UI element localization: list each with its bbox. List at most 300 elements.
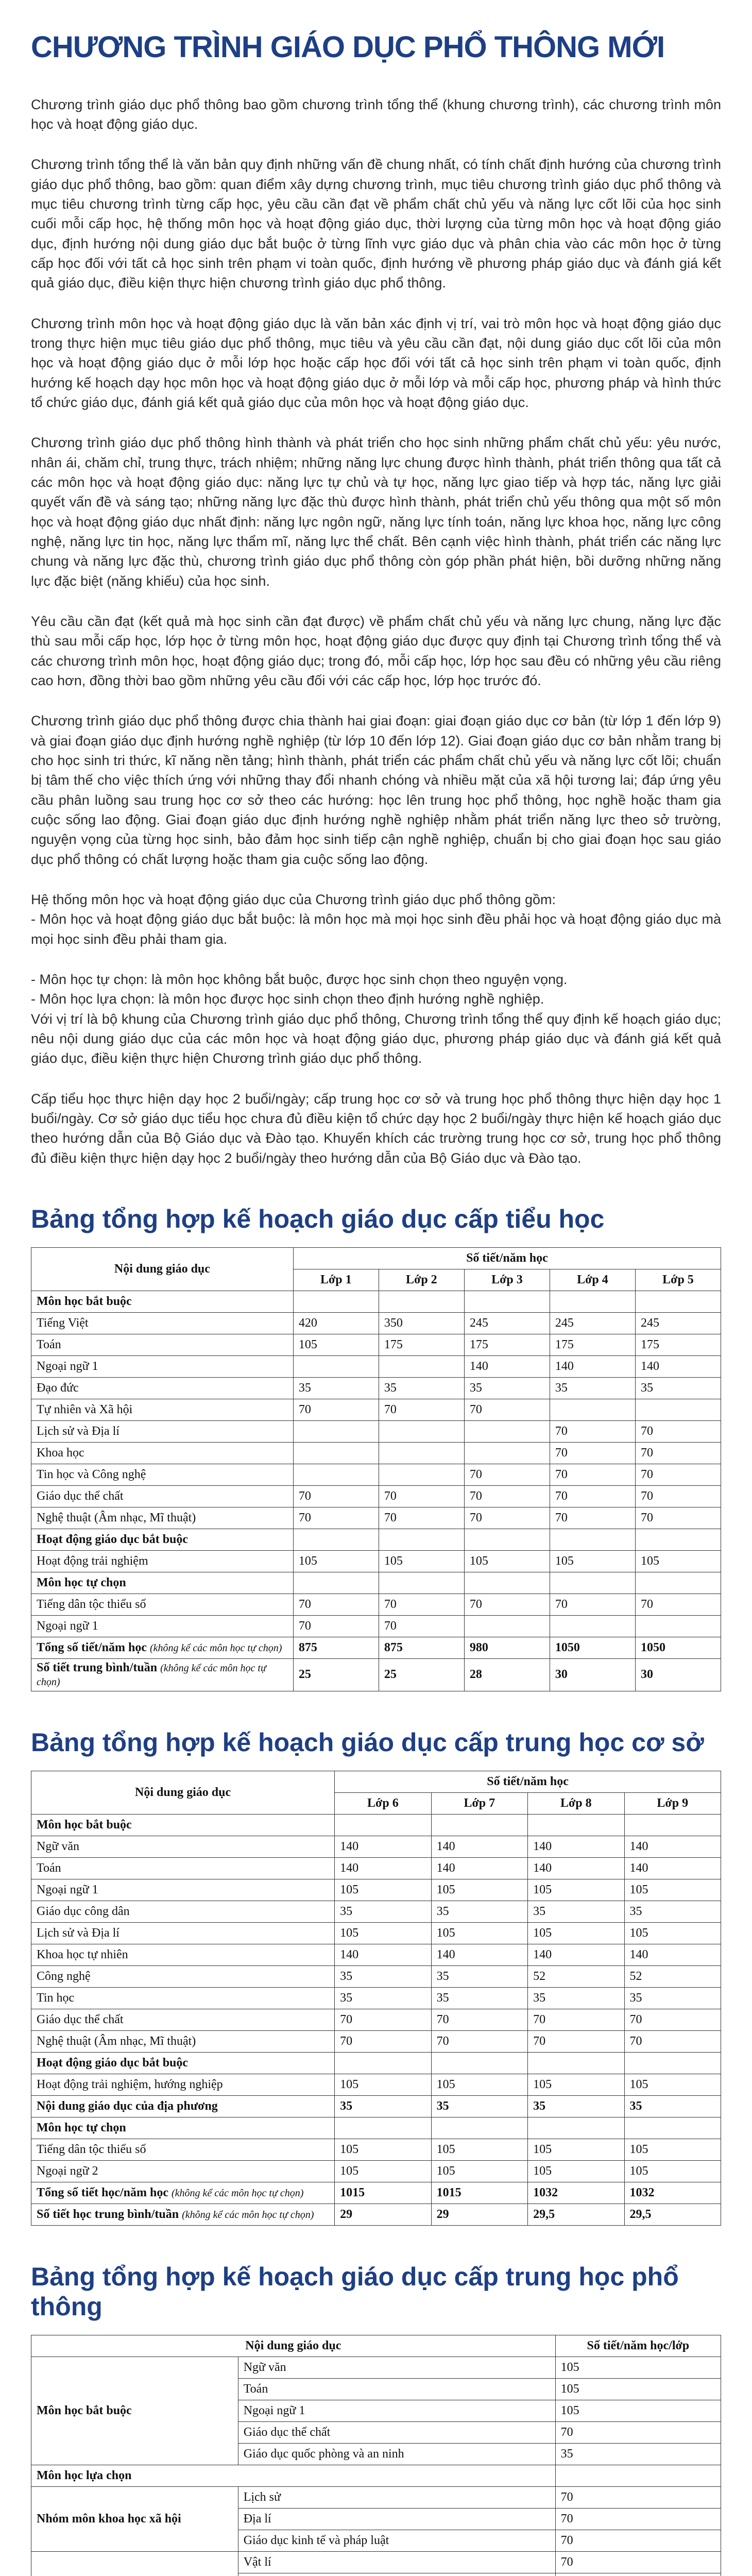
table-cell: 70 <box>635 1442 721 1464</box>
table-cell: 70 <box>431 2009 527 2030</box>
row-label <box>31 1572 294 1594</box>
table-cell <box>464 1291 550 1312</box>
table-cell <box>293 1529 379 1550</box>
group-label: Môn học lựa chọn <box>31 2465 556 2486</box>
table-cell: 1050 <box>635 1637 721 1658</box>
table-cell: 105 <box>555 2378 721 2400</box>
table-row <box>31 2465 721 2486</box>
table-row <box>31 2009 721 2030</box>
table-cell <box>431 1814 527 1836</box>
grade-header: Lớp 8 <box>528 1792 624 1814</box>
table-cell <box>624 1814 721 1836</box>
table-cell <box>528 2117 624 2139</box>
table-cell: 70 <box>635 1464 721 1485</box>
table-row <box>31 1291 721 1312</box>
table-cell: 70 <box>431 2030 527 2052</box>
table-cell: 140 <box>624 1944 721 1965</box>
table-row <box>31 2204 721 2225</box>
table-cell: 70 <box>555 2421 721 2443</box>
row-label <box>31 2160 335 2182</box>
table-cell: 140 <box>528 1857 624 1879</box>
grade-header: Lớp 9 <box>624 1792 721 1814</box>
table-cell: 70 <box>550 1507 635 1529</box>
table-cell: 70 <box>379 1399 464 1420</box>
primary-table-title: Bảng tổng hợp kế hoạch giáo dục cấp tiểu học <box>31 1204 605 1233</box>
table-cell: 35 <box>635 1377 721 1399</box>
row-label-text: Công nghệ <box>37 1969 91 1983</box>
table-cell: 35 <box>431 2095 527 2117</box>
table-cell: 1015 <box>335 2182 431 2204</box>
row-label <box>31 2074 335 2095</box>
table-cell: 70 <box>550 1420 635 1442</box>
table-row <box>31 1550 721 1572</box>
table-row <box>31 2160 721 2182</box>
column-header: Nội dung giáo dục <box>31 1247 294 1291</box>
table-cell: 29,5 <box>624 2204 721 2225</box>
table-cell <box>379 1572 464 1594</box>
table-cell: 105 <box>335 2139 431 2160</box>
column-header: Số tiết/năm học <box>293 1247 721 1269</box>
table-cell: 70 <box>635 1507 721 1529</box>
table-row <box>31 2486 721 2508</box>
row-note: (không kể các môn học tự chọn) <box>172 2187 304 2199</box>
grade-header: Lớp 1 <box>293 1269 379 1291</box>
table-cell: 140 <box>624 1836 721 1857</box>
table-cell: 1032 <box>528 2182 624 2204</box>
table-cell: 105 <box>293 1550 379 1572</box>
row-label-text: Nội dung giáo dục của địa phương <box>37 2099 218 2113</box>
row-label <box>31 2052 335 2074</box>
table-row <box>31 2095 721 2117</box>
table-cell: 1015 <box>431 2182 527 2204</box>
table-cell: 35 <box>555 2443 721 2465</box>
row-label-text: Tiếng dân tộc thiểu số <box>37 1597 146 1611</box>
row-label <box>31 1944 335 1965</box>
table-cell: 105 <box>528 2139 624 2160</box>
table-cell: 35 <box>528 1901 624 1922</box>
table-cell <box>464 1420 550 1442</box>
table-cell: 29 <box>335 2204 431 2225</box>
table-row <box>31 1442 721 1464</box>
row-label-text: Giáo dục thể chất <box>37 2012 124 2026</box>
table-cell: 70 <box>379 1615 464 1637</box>
table-cell <box>624 2117 721 2139</box>
table-row <box>31 2139 721 2160</box>
table-cell: 35 <box>379 1377 464 1399</box>
table-row <box>31 1355 721 1377</box>
table-cell: 70 <box>335 2030 431 2052</box>
table-row <box>31 1594 721 1615</box>
table-cell: 105 <box>550 1550 635 1572</box>
table-cell <box>379 1529 464 1550</box>
table-cell: 25 <box>293 1658 379 1691</box>
row-label-text: Tiếng dân tộc thiểu số <box>37 2142 146 2156</box>
table-row <box>31 1814 721 1836</box>
table-cell: 70 <box>555 2530 721 2551</box>
table-cell <box>379 1442 464 1464</box>
table-cell: 70 <box>379 1594 464 1615</box>
row-label: Địa lí <box>238 2508 555 2530</box>
table-cell: 70 <box>528 2009 624 2030</box>
table-row <box>31 1944 721 1965</box>
table-cell <box>293 1420 379 1442</box>
group-label: Môn học bắt buộc <box>31 2357 238 2465</box>
table-cell: 245 <box>635 1312 721 1334</box>
column-header: Số tiết/năm học <box>335 1771 721 1792</box>
table-row <box>31 1377 721 1399</box>
table-cell <box>550 1572 635 1594</box>
group-label: Nhóm môn khoa học xã hội <box>31 2486 238 2551</box>
table-cell <box>635 1399 721 1420</box>
table-cell: 105 <box>335 2074 431 2095</box>
table-cell: 140 <box>431 1944 527 1965</box>
intro-paragraph: - Môn học tự chọn: là môn học không bắt buộc, được học sinh chọn theo nguyện vọng. <box>31 971 568 987</box>
intro-paragraph: Chương trình giáo dục phổ thông hình thành và phát triển cho học sinh những phẩm chất chủ yếu: yêu nước, nhân ái, chăm chỉ, trung thực, trách nhiệm; những năng lực chung được hình thành, phát triển thông qua tất cả các môn học và hoạt động giáo dục: năng lực tự chủ và tự học, năng lực giao tiếp và hợp tác, năng lực giải quyết vấn đề và sáng tạo; những năng lực đặc thù được hình thành, phát triển chủ yếu thông qua một số môn học và hoạt động giáo dục nhất định: năng lực ngôn ngữ, năng lực tính toán, năng lực khoa học, năng lực công nghệ, năng lực tin học, năng lực thẩm mĩ, năng lực thể chất. Bên cạnh việc hình thành, phát triển các năng lực chung và năng lực đặc thù, chương trình giáo dục phổ thông còn góp phần phát hiện, bồi dưỡng những năng lực đặc biệt (năng khiếu) của học sinh. <box>31 435 721 589</box>
column-header: Số tiết/năm học/lớp <box>555 2335 721 2357</box>
table-cell: 175 <box>550 1334 635 1355</box>
table-cell <box>431 2052 527 2074</box>
table-row <box>31 1507 721 1529</box>
table-cell: 70 <box>528 2030 624 2052</box>
row-label <box>31 2204 335 2225</box>
table-row <box>31 1857 721 1879</box>
row-label <box>31 2009 335 2030</box>
row-label <box>31 1464 294 1485</box>
table-cell: 140 <box>635 1355 721 1377</box>
table-cell: 70 <box>293 1615 379 1637</box>
table-cell: 70 <box>555 2551 721 2573</box>
row-label: Toán <box>238 2378 555 2400</box>
table-cell: 70 <box>550 1442 635 1464</box>
row-label-text: Ngoại ngữ 1 <box>37 1359 98 1373</box>
intro-paragraph: Chương trình giáo dục phổ thông bao gồm chương trình tổng thể (khung chương trình), các chương trình môn học và hoạt động giáo dục. <box>31 96 721 132</box>
table-cell <box>550 1615 635 1637</box>
row-label <box>31 1355 294 1377</box>
table-row <box>31 2030 721 2052</box>
table-cell: 175 <box>464 1334 550 1355</box>
table-cell: 175 <box>379 1334 464 1355</box>
table-cell: 105 <box>464 1550 550 1572</box>
intro-paragraph: - Môn học và hoạt động giáo dục bắt buộc: là môn học mà mọi học sinh đều phải học và hoạt động giáo dục mà mọi học sinh đều phải tham gia. <box>31 911 721 947</box>
table-cell <box>550 1529 635 1550</box>
row-label <box>31 1507 294 1529</box>
row-label-text: Lịch sử và Địa lí <box>37 1424 119 1438</box>
table-cell: 105 <box>431 1922 527 1944</box>
row-label-text: Hoạt động trải nghiệm <box>37 1554 148 1568</box>
row-label: Ngữ văn <box>238 2357 555 2378</box>
row-label: Giáo dục kinh tế và pháp luật <box>238 2530 555 2551</box>
table-cell <box>464 1529 550 1550</box>
intro-paragraph: Hệ thống môn học và hoạt động giáo dục của Chương trình giáo dục phổ thông gồm: <box>31 891 556 907</box>
table-cell: 35 <box>528 2095 624 2117</box>
table-row <box>31 1399 721 1420</box>
table-cell: 35 <box>431 1965 527 1987</box>
table-cell: 35 <box>335 1965 431 1987</box>
table-cell: 140 <box>624 1857 721 1879</box>
row-label-text: Số tiết học trung bình/tuần <box>37 2207 179 2221</box>
high-table-title: Bảng tổng hợp kế hoạch giáo dục cấp trung học phổ thông <box>31 2262 679 2321</box>
table-cell: 70 <box>624 2030 721 2052</box>
table-cell: 30 <box>635 1658 721 1691</box>
table-cell: 105 <box>293 1334 379 1355</box>
high-plan-table <box>31 2335 721 2576</box>
table-cell: 1032 <box>624 2182 721 2204</box>
row-label <box>31 1377 294 1399</box>
table-cell <box>624 2052 721 2074</box>
table-cell: 105 <box>555 2357 721 2378</box>
grade-header: Lớp 3 <box>464 1269 550 1291</box>
table-cell: 245 <box>464 1312 550 1334</box>
table-row <box>31 1529 721 1550</box>
table-row <box>31 1464 721 1485</box>
table-cell: 70 <box>464 1507 550 1529</box>
row-label-text: Môn học tự chọn <box>37 1575 126 1589</box>
secondary-plan-table <box>31 1771 721 2226</box>
table-cell: 175 <box>635 1334 721 1355</box>
row-label: Vật lí <box>238 2551 555 2573</box>
row-label-text: Tổng số tiết/năm học <box>37 1640 147 1654</box>
table-cell: 70 <box>379 1507 464 1529</box>
table-cell: 25 <box>379 1658 464 1691</box>
row-label <box>31 1814 335 1836</box>
table-cell: 30 <box>550 1658 635 1691</box>
table-cell: 35 <box>431 1901 527 1922</box>
table-row <box>31 1922 721 1944</box>
table-cell: 70 <box>635 1485 721 1507</box>
table-cell: 70 <box>464 1594 550 1615</box>
table-cell <box>335 2117 431 2139</box>
primary-plan-table <box>31 1247 721 1691</box>
row-label <box>31 1615 294 1637</box>
table-cell: 35 <box>624 2095 721 2117</box>
table-row <box>31 2551 721 2573</box>
table-cell: 29,5 <box>528 2204 624 2225</box>
table-cell: 70 <box>293 1485 379 1507</box>
grade-header: Lớp 4 <box>550 1269 635 1291</box>
page-title: CHƯƠNG TRÌNH GIÁO DỤC PHỔ THÔNG MỚI <box>31 30 665 64</box>
table-row <box>31 1420 721 1442</box>
table-cell: 35 <box>335 1987 431 2009</box>
row-note: (không kể các môn học tự chọn) <box>37 1662 266 1688</box>
table-cell: 105 <box>555 2400 721 2421</box>
table-cell: 70 <box>550 1485 635 1507</box>
table-cell: 28 <box>464 1658 550 1691</box>
table-cell <box>379 1355 464 1377</box>
row-note: (không kể các môn học tự chọn) <box>150 1642 282 1654</box>
intro-paragraph: Cấp tiểu học thực hiện dạy học 2 buổi/ngày; cấp trung học cơ sở và trung học phổ thông thực hiện dạy học 1 buổi/ngày. Cơ sở giáo dục tiểu học chưa đủ điều kiện tổ chức dạy học 2 buổi/ngày thực hiện kế hoạch giáo dục theo hướng dẫn của Bộ Giáo dục và Đào tạo. Khuyến khích các trường trung học cơ sở, trung học phổ thông đủ điều kiện thực hiện dạy học 2 buổi/ngày theo hướng dẫn của Bộ Giáo dục và Đào tạo. <box>31 1091 721 1166</box>
table-cell: 52 <box>624 1965 721 1987</box>
table-row <box>31 2074 721 2095</box>
table-cell: 105 <box>335 1879 431 1901</box>
row-label-text: Ngoại ngữ 2 <box>37 2164 98 2178</box>
table-cell: 70 <box>635 1420 721 1442</box>
row-label-text: Nghệ thuật (Âm nhạc, Mĩ thuật) <box>37 2034 196 2048</box>
table-row <box>31 1965 721 1987</box>
row-label-text: Môn học tự chọn <box>37 2121 126 2134</box>
row-label: Giáo dục thể chất <box>238 2421 555 2443</box>
table-cell: 70 <box>464 1464 550 1485</box>
table-cell: 140 <box>528 1944 624 1965</box>
row-label <box>31 1658 294 1691</box>
intro-paragraph: - Môn học lựa chọn: là môn học được học sinh chọn theo định hướng nghề nghiệp. <box>31 991 544 1007</box>
table-cell: 105 <box>624 1922 721 1944</box>
table-cell: 70 <box>550 1594 635 1615</box>
table-cell <box>293 1464 379 1485</box>
row-label-text: Tổng số tiết học/năm học <box>37 2185 169 2199</box>
table-cell: 140 <box>335 1944 431 1965</box>
intro-paragraph: Chương trình môn học và hoạt động giáo dục là văn bản xác định vị trí, vai trò môn học và hoạt động giáo dục trong thực hiện mục tiêu giáo dục phổ thông, mục tiêu và yêu cầu cần đạt, nội dung giáo dục cốt lõi của môn học và hoạt động giáo dục ở mỗi lớp học hoặc cấp học đối với tất cả học sinh trên phạm vi toàn quốc, định hướng kế hoạch dạy học môn học và hoạt động giáo dục ở mỗi lớp và mỗi cấp học, phương pháp và hình thức tổ chức giáo dục, đánh giá kết quả giáo dục của môn học và hoạt động giáo dục. <box>31 315 721 411</box>
table-cell <box>335 1814 431 1836</box>
table-cell: 70 <box>555 2508 721 2530</box>
table-cell: 105 <box>431 2139 527 2160</box>
table-cell <box>635 1291 721 1312</box>
row-label-text: Lịch sử và Địa lí <box>37 1926 119 1940</box>
table-cell: 29 <box>431 2204 527 2225</box>
table-row <box>31 2117 721 2139</box>
table-cell <box>555 2573 721 2576</box>
table-cell <box>464 1615 550 1637</box>
grade-header: Lớp 5 <box>635 1269 721 1291</box>
table-row <box>31 1658 721 1691</box>
row-note: (không kể các môn học tự chọn) <box>182 2209 314 2221</box>
table-cell: 105 <box>624 1879 721 1901</box>
row-label-text: Đạo đức <box>37 1381 79 1395</box>
row-label <box>31 1442 294 1464</box>
table-cell <box>528 2052 624 2074</box>
table-cell: 35 <box>624 1987 721 2009</box>
row-label-text: Toán <box>37 1337 61 1351</box>
table-cell: 140 <box>335 1836 431 1857</box>
row-label-text: Ngữ văn <box>37 1839 79 1853</box>
row-label-text: Ngoại ngữ 1 <box>37 1619 98 1633</box>
row-label <box>31 1312 294 1334</box>
row-label <box>31 1550 294 1572</box>
row-label <box>31 1529 294 1550</box>
row-label-text: Tiếng Việt <box>37 1316 89 1330</box>
table-cell <box>464 1572 550 1594</box>
table-cell: 70 <box>293 1507 379 1529</box>
table-cell: 70 <box>335 2009 431 2030</box>
table-cell: 420 <box>293 1312 379 1334</box>
table-cell: 105 <box>379 1550 464 1572</box>
table-cell: 52 <box>528 1965 624 1987</box>
table-cell: 980 <box>464 1637 550 1658</box>
table-cell: 1050 <box>550 1637 635 1658</box>
row-label <box>31 1637 294 1658</box>
table-cell <box>293 1291 379 1312</box>
row-label-text: Nghệ thuật (Âm nhạc, Mĩ thuật) <box>37 1511 196 1524</box>
row-label <box>238 2573 555 2576</box>
table-cell: 105 <box>624 2139 721 2160</box>
table-cell <box>293 1572 379 1594</box>
row-label-text: Hoạt động trải nghiệm, hướng nghiệp <box>37 2077 223 2091</box>
table-cell: 105 <box>528 2074 624 2095</box>
table-cell: 140 <box>431 1857 527 1879</box>
row-label-text: Ngoại ngữ 1 <box>37 1883 98 1896</box>
table-cell: 105 <box>431 1879 527 1901</box>
row-label-text: Giáo dục thể chất <box>37 1489 124 1503</box>
table-row <box>31 1334 721 1355</box>
row-label <box>31 1334 294 1355</box>
table-row <box>31 1901 721 1922</box>
table-row <box>31 1836 721 1857</box>
table-cell: 140 <box>528 1836 624 1857</box>
table-cell: 105 <box>431 2160 527 2182</box>
intro-paragraph: Với vị trí là bộ khung của Chương trình giáo dục phổ thông, Chương trình tổng thể quy định kế hoạch giáo dục; nêu nội dung giáo dục của các môn học và hoạt động giáo dục, phương pháp giáo dục và đánh giá kết quả giáo dục, điều kiện thực hiện Chương trình giáo dục phổ thông. <box>31 1011 721 1066</box>
table-row <box>31 1987 721 2009</box>
table-row <box>31 1615 721 1637</box>
intro-paragraph: Yêu cầu cần đạt (kết quả mà học sinh cần đạt được) về phẩm chất chủ yếu và năng lực chung, năng lực đặc thù sau mỗi cấp học, lớp học ở từng môn học, hoạt động giáo dục được quy định tại Chương trình tổng thể và các chương trình môn học, hoạt động giáo dục; trong đó, mỗi cấp học, lớp học sau đều có những yêu cầu riêng cao hơn, đồng thời bao gồm những yêu cầu đối với các cấp học, lớp học trước đó. <box>31 614 721 688</box>
table-cell: 35 <box>528 1987 624 2009</box>
row-label <box>31 1594 294 1615</box>
table-cell <box>635 1529 721 1550</box>
row-label <box>31 1857 335 1879</box>
table-cell: 35 <box>293 1377 379 1399</box>
row-label-text: Số tiết trung bình/tuần <box>37 1660 158 1674</box>
table-cell: 875 <box>379 1637 464 1658</box>
row-label <box>31 1836 335 1857</box>
row-label <box>31 2182 335 2204</box>
table-cell <box>528 1814 624 1836</box>
table-cell: 70 <box>464 1399 550 1420</box>
row-label-text: Tin học <box>37 1991 75 2005</box>
row-label <box>31 1485 294 1507</box>
table-cell <box>550 1399 635 1420</box>
table-cell: 105 <box>624 2160 721 2182</box>
row-label <box>31 1879 335 1901</box>
table-row <box>31 1572 721 1594</box>
table-cell: 35 <box>464 1377 550 1399</box>
table-cell: 70 <box>379 1485 464 1507</box>
table-cell <box>635 1615 721 1637</box>
row-label <box>31 1987 335 2009</box>
table-cell: 140 <box>464 1355 550 1377</box>
table-cell: 70 <box>464 1485 550 1507</box>
row-label-text: Hoạt động giáo dục bắt buộc <box>37 2056 189 2070</box>
table-cell <box>293 1355 379 1377</box>
row-label: Giáo dục quốc phòng và an ninh <box>238 2443 555 2465</box>
row-label-text: Môn học bắt buộc <box>37 1818 132 1832</box>
table-cell: 35 <box>431 1987 527 2009</box>
row-label-text: Hoạt động giáo dục bắt buộc <box>37 1532 189 1546</box>
row-label-text: Tin học và Công nghệ <box>37 1467 146 1481</box>
row-label <box>31 1399 294 1420</box>
table-cell: 105 <box>528 1879 624 1901</box>
group-label <box>31 2551 238 2576</box>
table-cell <box>379 1420 464 1442</box>
row-label <box>31 1420 294 1442</box>
row-label-text: Toán <box>37 1861 61 1875</box>
table-cell: 70 <box>550 1464 635 1485</box>
table-cell: 105 <box>635 1550 721 1572</box>
table-cell: 140 <box>431 1836 527 1857</box>
row-label-text: Tự nhiên và Xã hội <box>37 1402 133 1416</box>
row-label <box>31 2117 335 2139</box>
row-label-text: Khoa học <box>37 1446 84 1460</box>
table-cell <box>335 2052 431 2074</box>
table-row <box>31 1312 721 1334</box>
row-label <box>31 2030 335 2052</box>
table-row <box>31 1485 721 1507</box>
table-cell: 105 <box>528 2160 624 2182</box>
table-cell: 875 <box>293 1637 379 1658</box>
grade-header: Lớp 7 <box>431 1792 527 1814</box>
row-label <box>31 2095 335 2117</box>
row-label <box>31 1965 335 1987</box>
table-cell <box>555 2465 721 2486</box>
table-cell: 70 <box>635 1594 721 1615</box>
table-cell: 70 <box>293 1594 379 1615</box>
